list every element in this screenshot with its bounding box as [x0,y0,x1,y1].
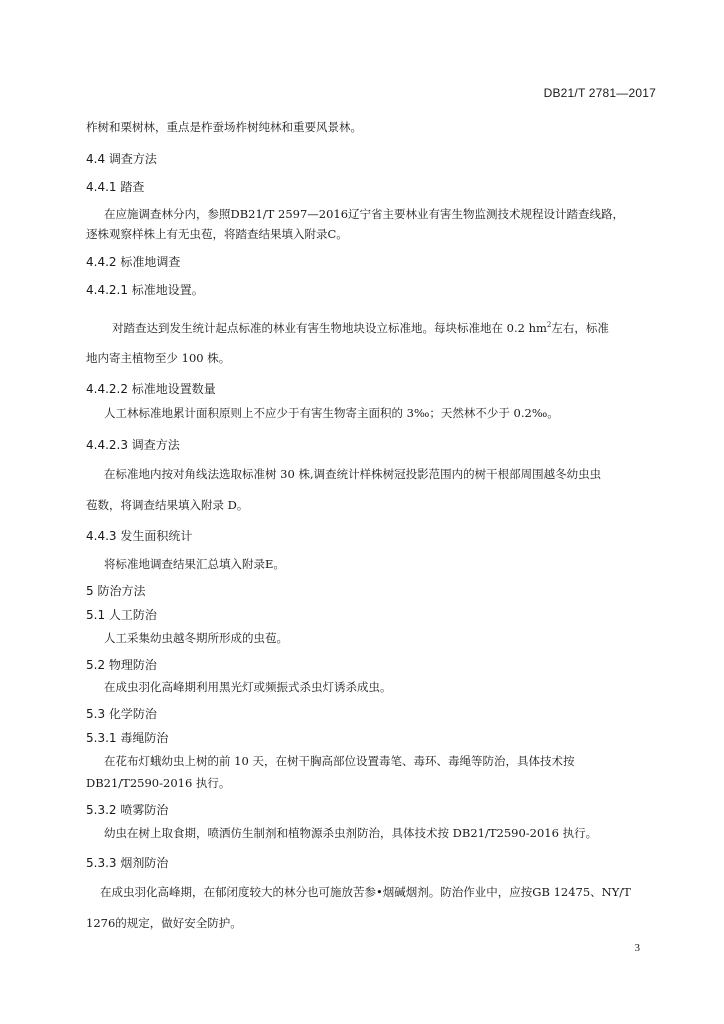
paragraph-line [112,320,724,336]
paragraph-line: 逐株观察样株上有无虫苞，将踏查结果填入附录C。 [86,227,348,241]
section-heading: 5.3.2 喷雾防治 [86,803,169,817]
paragraph-line: 将标准地调查结果汇总填入附录E。 [104,557,285,571]
section-heading: 4.4 调查方法 [86,152,157,166]
paragraph-line: 人工林标准地累计面积原则上不应少于有害生物寄主面积的 3‰；天然林不少于 0.2‰。 [104,406,559,420]
section-heading: 4.4.2.1 标准地设置。 [86,283,204,297]
paragraph-line: 在成虫羽化高峰期，在郁闭度较大的林分也可施放苦参•烟碱烟剂。防治作业中，应按GB 12475、NY/T [100,885,631,899]
paragraph-line: 苞数，将调查结果填入附录 D。 [86,498,249,512]
section-heading: 5.3.3 烟剂防治 [86,856,169,870]
paragraph-line: 人工采集幼虫越冬期所形成的虫苞。 [104,631,288,645]
section-heading: 5.3.1 毒绳防治 [86,731,169,745]
section-heading: 4.4.1 踏查 [86,180,145,194]
paragraph-line: 在成虫羽化高峰期利用黑光灯或频振式杀虫灯诱杀成虫。 [104,680,392,694]
document-code-header: DB21/T 2781—2017 [543,86,656,100]
section-heading: 4.4.3 发生面积统计 [86,529,193,543]
superscript: 2 [546,321,552,329]
section-heading: 4.4.2.2 标准地设置数量 [86,382,216,396]
paragraph-text: 左右，标准 [551,321,609,335]
paragraph-line: 在花布灯蛾幼虫上树的前 10 天，在树干胸高部位设置毒笔、毒环、毒绳等防治，具体技术按 [104,754,575,768]
paragraph-line: 幼虫在树上取食期，喷洒仿生制剂和植物源杀虫剂防治，具体技术按 DB21/T2590-2016 执行。 [104,826,598,840]
section-heading: 5.1 人工防治 [86,608,157,622]
section-heading: 4.4.2 标准地调查 [86,255,181,269]
paragraph-line: 地内寄主植物至少 100 株。 [86,351,231,365]
page-number: 3 [634,942,640,954]
section-heading: 5.3 化学防治 [86,707,157,721]
paragraph-line: DB21/T2590-2016 执行。 [86,776,231,790]
paragraph-line: 在应施调查林分内，参照DB21/T 2597—2016辽宁省主要林业有害生物监测技术规程设计踏查线路， [104,207,625,221]
paragraph-line: 1276的规定，做好安全防护。 [86,916,242,930]
section-heading: 5 防治方法 [86,584,146,598]
paragraph-text: 对踏查达到发生统计起点标准的林业有害生物地块设立标准地。每块标准地在 0.2 hm [112,321,547,335]
section-heading: 4.4.2.3 调查方法 [86,438,180,452]
section-heading: 5.2 物理防治 [86,658,157,672]
paragraph-line: 柞树和栗树林，重点是柞蚕场柞树纯林和重要风景林。 [86,120,362,134]
paragraph-line: 在标准地内按对角线法选取标准树 30 株,调查统计样株树冠投影范围内的树干根部周围越冬幼虫虫 [104,467,602,481]
